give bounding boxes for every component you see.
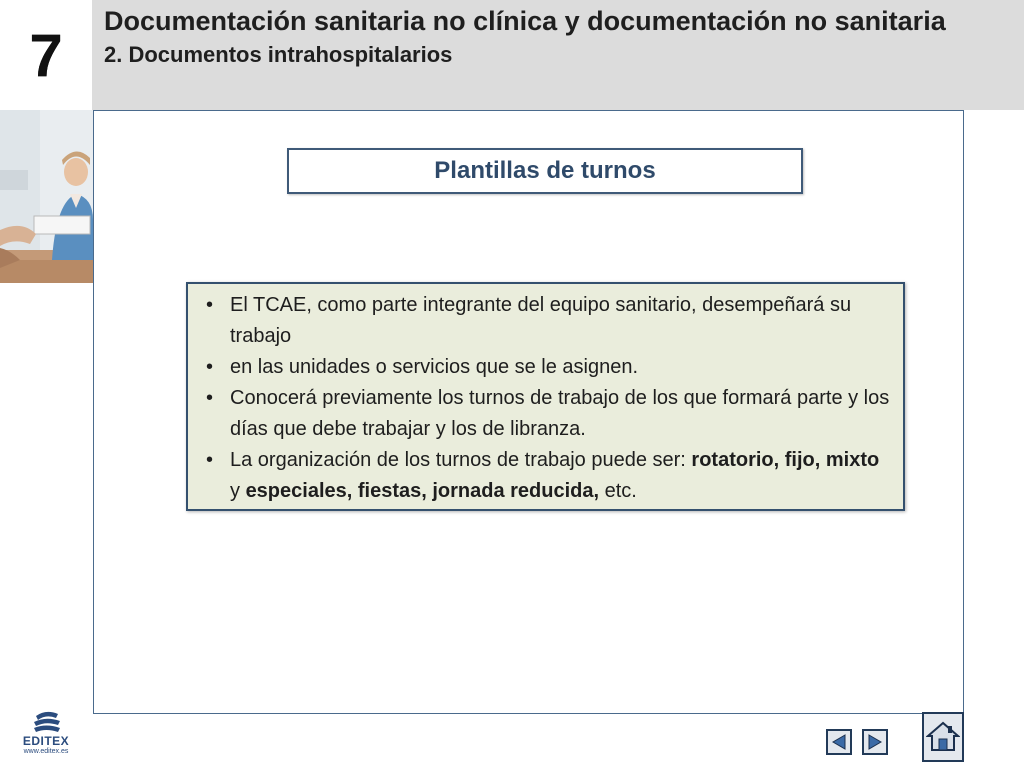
section-title: [287, 148, 803, 194]
editex-logo-icon: [16, 710, 76, 736]
bullet-text: El TCAE, como parte integrante del equipo sanitario, desempeñará su trabajo: [230, 294, 852, 347]
bullet-text: Conocerá previamente los turnos de trabajo de los que formará parte y los días que debe trabajar y los de libranza.: [230, 387, 890, 440]
chapter-number: [0, 0, 92, 110]
section-title-text: Plantillas de turnos: [434, 157, 656, 184]
nurse-photo-illustration: [0, 110, 93, 283]
next-slide-button[interactable]: [862, 729, 888, 755]
bullet-bold-text: especiales, fiestas, jornada reducida,: [245, 480, 600, 502]
chapter-number-text: 7: [29, 21, 63, 89]
bullet-box: [186, 282, 905, 511]
bullet-item: [200, 445, 891, 507]
bullet-item: [200, 352, 891, 383]
editex-logo: [16, 710, 76, 762]
bullet-text: La organización de los turnos de trabajo puede ser:: [230, 449, 692, 471]
bullet-list: [200, 290, 891, 507]
home-button[interactable]: [922, 712, 964, 762]
bullet-text: en las unidades o servicios que se le asignen.: [230, 356, 639, 378]
previous-slide-button[interactable]: [826, 729, 852, 755]
bullet-item: [200, 290, 891, 352]
logo-url: www.editex.es: [23, 748, 69, 755]
bullet-text: etc.: [599, 480, 637, 502]
triangle-left-icon: [830, 733, 848, 751]
house-icon: [926, 720, 960, 754]
logo-name: EDITEX: [22, 734, 70, 748]
bullet-text: y: [230, 480, 246, 502]
nurse-photo: [0, 110, 93, 283]
triangle-right-icon: [866, 733, 884, 751]
page-title: Documentación sanitaria no clínica y documentación no sanitaria: [104, 6, 946, 36]
bullet-bold-text: rotatorio, fijo, mixto: [691, 449, 880, 471]
bullet-item: [200, 383, 891, 445]
header-band: [92, 0, 1024, 110]
page-subtitle: 2. Documentos intrahospitalarios: [104, 42, 453, 67]
